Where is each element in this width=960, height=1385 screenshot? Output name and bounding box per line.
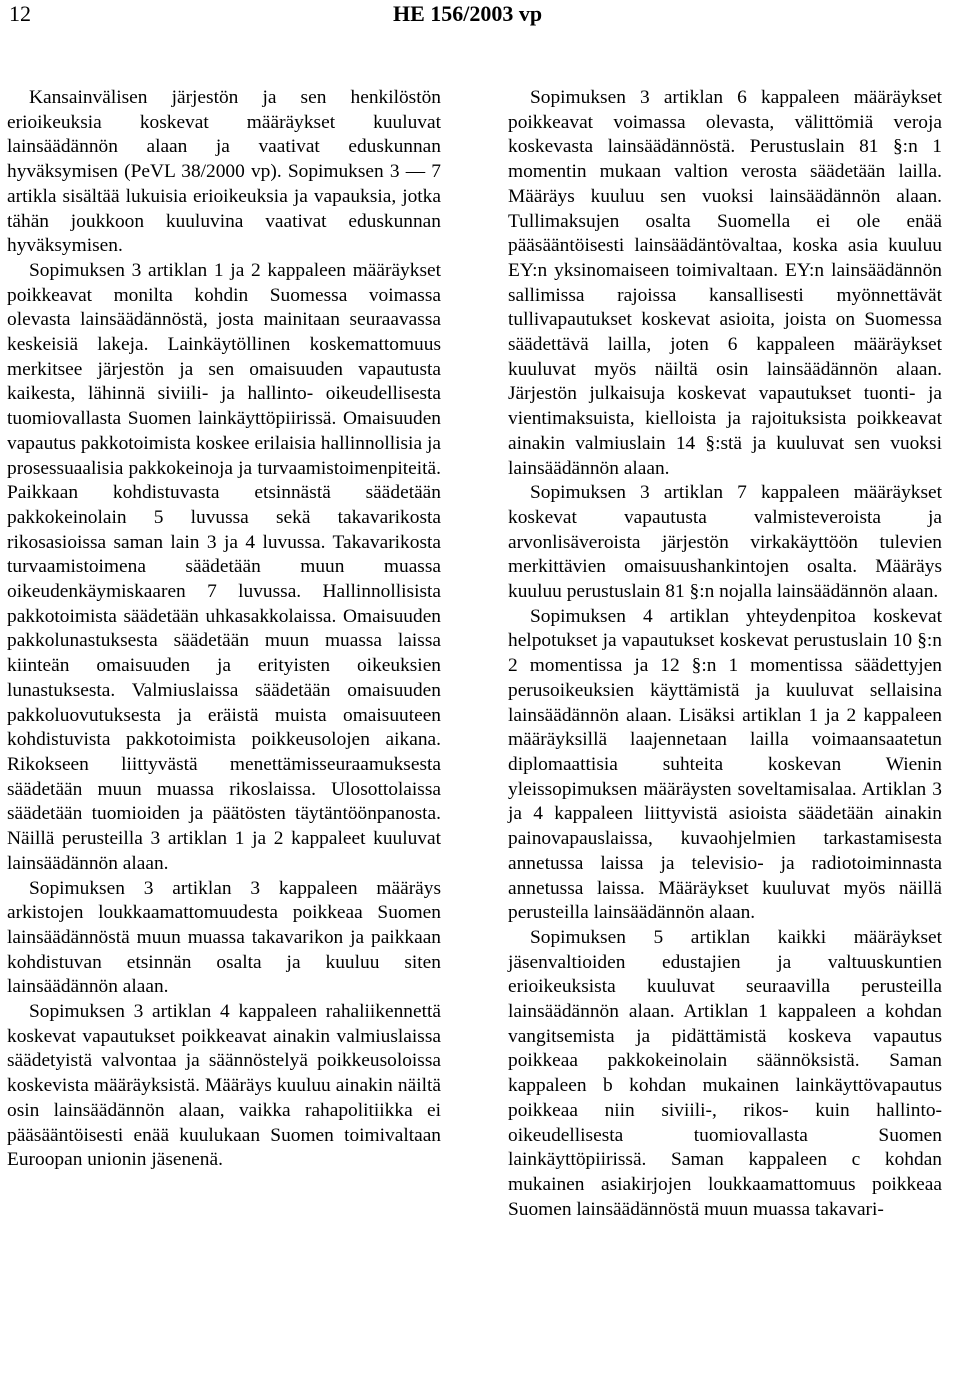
paragraph: Sopimuksen 3 artiklan 4 kappaleen rahaliikennettä koskevat vapautukset poikkeavat ainakin valmiuslaissa säädetyistä valvontaa ja säännöstelyä poikkeusoloissa koskevista määräyksistä. Määräys kuuluu ainakin näiltä osin lainsäädännön alaan, vaikka rahapolitiikka ei pääsääntöisesti enää kuulukaan Suomen toimivaltaan Euroopan unionin jäsenenä.	[7, 1001, 441, 1171]
page-number: 12	[9, 1, 31, 26]
page-header	[0, 0, 960, 40]
left-column	[7, 86, 441, 1173]
paragraph: Sopimuksen 3 artiklan 3 kappaleen määräys arkistojen loukkaamattomuudesta poikkeaa Suomen lainsäädännöstä muun muassa takavarikon ja paikkaan kohdistuvan etsinnän osalta ja kuuluu siten lainsäädännön alaan.	[7, 877, 441, 998]
paragraph: Sopimuksen 3 artiklan 6 kappaleen määräykset poikkeavat voimassa olevasta, välittömiä veroja koskevasta lainsäädännöstä. Perustuslain 81 §:n 1 momentin mukaan valtion verosta säädetään lailla. Määräys kuuluu sen vuoksi lainsäädännön alaan. Tullimaksujen osalta Suomella ei ole enää pääsääntöisesti lainsäädäntövaltaa, koska asia kuuluu EY:n yksinomaiseen toimivaltaan. EY:n lainsäädännön sallimissa rajoissa kansallisesti myönnettävät tullivapautukset koskevat asioita, joista on Suomessa säädettävä lailla, joten 6 kappaleen määräykset kuuluvat myös näiltä osin lainsäädännön alaan. Järjestön julkaisuja koskevat vapautukset tuonti- ja vientimaksuista, kielloista ja rajoituksista poikkeavat ainakin valmiuslain 14 §:stä ja kuuluvat sen vuoksi lainsäädännön alaan.	[508, 87, 942, 479]
right-column	[508, 86, 942, 1222]
document-id: HE 156/2003 vp	[393, 1, 543, 26]
paragraph: Sopimuksen 5 artiklan kaikki määräykset jäsenvaltioiden edustajien ja valtuuskuntien erioikeuksista kuuluvat seuraavilla perusteilla lainsäädännön alaan. Artiklan 1 kappaleen a kohdan vangitsemista ja pidättämistä koskeva vapautus poikkeaa pakkokeinolain säännöksistä. Saman kappaleen b kohdan mukainen lainkäyttövapautus poikkeaa niin siviili-, rikos- kuin hallinto-oikeudellisesta tuomiovallasta Suomen lainkäyttöpiirissä. Saman kappaleen c kohdan mukainen asiakirjojen loukkaamattomuus poikkeaa Suomen lainsäädännöstä muun muassa takavari-	[508, 926, 942, 1220]
paragraph: Kansainvälisen järjestön ja sen henkilöstön erioikeuksia koskevat määräykset kuuluvat lainsäädännön alaan ja vaativat eduskunnan hyväksymisen (PeVL 38/2000 vp). Sopimuksen 3 — 7 artikla sisältää lukuisia erioikeuksia ja vapauksia, jotka tähän joukkoon kuuluvina vaativat eduskunnan hyväksymisen.	[7, 87, 441, 257]
paragraph: Sopimuksen 3 artiklan 1 ja 2 kappaleen määräykset poikkeavat monilta kohdin Suomessa voimassa olevasta lainsäädännöstä, josta mainitaan seuraavassa keskeisiä lakeja. Lainkäytöllinen koskemattomuus merkitsee järjestön ja sen omaisuuden vapautusta kaikesta, lähinnä siviili- ja hallinto- oikeudellisesta tuomiovallasta Suomen lainkäyttöpiirissä. Omaisuuden vapautus pakkotoimista koskee erilaisia hallinnollisia ja prosessuaalisia pakkokeinoja ja turvaamistoimenpiteitä. Paikkaan kohdistuvasta etsinnästä säädetään pakkokeinolain 5 luvussa sekä takavarikosta rikosasioissa saman lain 3 ja 4 luvussa. Takavarikosta turvaamistoimena säädetään muun muassa oikeudenkäymiskaaren 7 luvussa. Hallinnollisista pakkotoimista säädetään uhkasakkolaissa. Omaisuuden pakkolunastuksesta säädetään muun muassa laissa kiinteän omaisuuden ja erityisten oikeuksien lunastuksesta. Valmiuslaissa säädetään omaisuuden pakkoluovutuksesta ja eräistä muista omaisuuteen kohdistuvista pakkotoimista poikkeusolojen aikana. Rikokseen liittyvästä menettämisseuraamuksesta säädetään muun muassa rikoslaissa. Ulosottolaissa säädetään tuomioiden ja päätösten täytäntöönpanosta. Näillä perusteilla 3 artiklan 1 ja 2 kappaleet kuuluvat lainsäädännön alaan.	[7, 259, 441, 874]
paragraph: Sopimuksen 4 artiklan yhteydenpitoa koskevat helpotukset ja vapautukset koskevat perustuslain 10 §:n 2 momentissa ja 12 §:n 1 momentissa säädettyjen perusoikeuksien käyttämistä ja kuuluvat sellaisina lainsäädännön alaan. Lisäksi artiklan 1 ja 2 kappaleen määräyksillä laajennetaan lailla voimaansaatetun diplomaattisia suhteita koskevan Wienin yleissopimuksen määräysten soveltamisalaa. Artiklan 3 ja 4 kappaleen liittyvistä asioista säädetään ainakin painovapauslaissa, kuvaohjelmien tarkastamisesta annetussa laissa ja televisio- ja radiotoiminnasta annetussa laissa. Määräykset kuuluvat myös näillä perusteilla lainsäädännön alaan.	[508, 605, 942, 924]
paragraph: Sopimuksen 3 artiklan 7 kappaleen määräykset koskevat vapautusta valmisteveroista ja arvonlisäveroista järjestön virkakäyttöön tulevien merkittävien omaisuushankintojen osalta. Määräys kuuluu perustuslain 81 §:n nojalla lainsäädännön alaan.	[508, 482, 942, 603]
